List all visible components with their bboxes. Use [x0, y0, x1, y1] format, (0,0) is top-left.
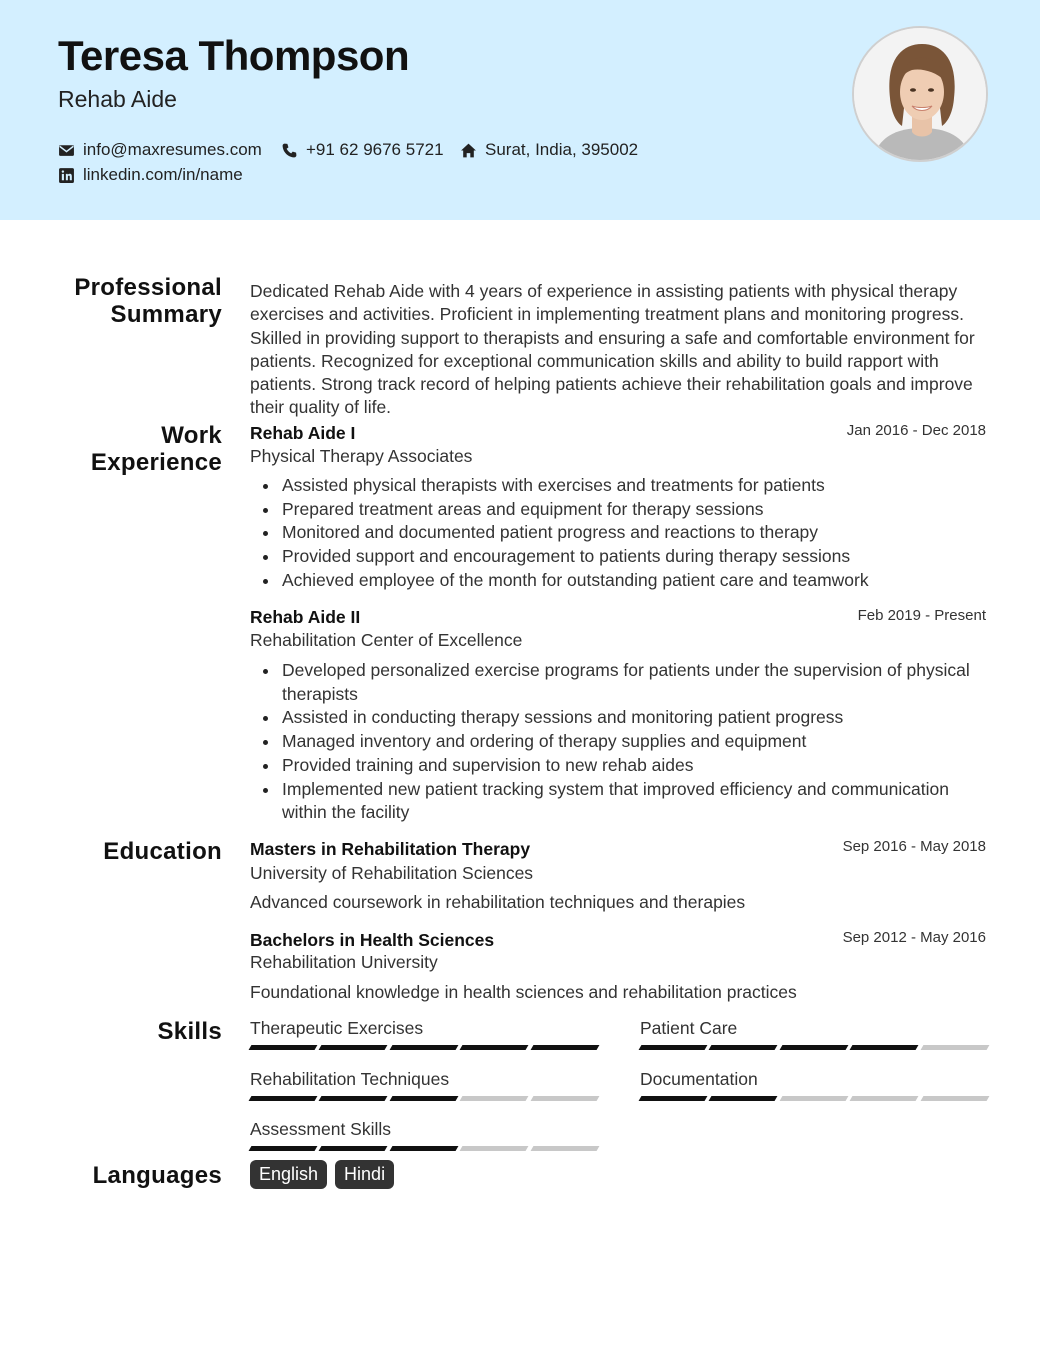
contact-phone[interactable]: [281, 140, 444, 160]
summary-heading-text: Professional Summary: [74, 274, 222, 328]
job-date: Jan 2016 - Dec 2018: [846, 422, 986, 439]
job-bullet: Managed inventory and ordering of therapy supplies and equipment: [250, 730, 970, 754]
skill-level-bar: [640, 1096, 988, 1101]
skill-segment-empty: [460, 1146, 529, 1151]
skill-item: [250, 1018, 598, 1050]
skill-segment-filled: [779, 1045, 848, 1050]
contact-location: [460, 140, 638, 160]
skill-segment-empty: [460, 1096, 529, 1101]
envelope-icon: [58, 142, 75, 159]
email-text: info@maxresumes.com: [83, 140, 262, 159]
skill-name: Therapeutic Exercises: [250, 1018, 424, 1038]
skill-segment-filled: [709, 1045, 778, 1050]
skill-segment-empty: [779, 1096, 848, 1101]
edu-date: Sep 2016 - May 2018: [842, 838, 986, 855]
skill-segment-empty: [920, 1045, 989, 1050]
job-bullet: Prepared treatment areas and equipment for therapy sessions: [250, 498, 990, 522]
job-title: Rehab Aide II: [250, 607, 361, 627]
skill-segment-empty: [530, 1146, 599, 1151]
home-icon: [460, 142, 477, 159]
job-bullet-list: [250, 474, 990, 593]
skill-name: Assessment Skills: [250, 1119, 392, 1139]
skill-level-bar: [250, 1096, 598, 1101]
job-bullet: Monitored and documented patient progress and reactions to therapy: [250, 521, 990, 545]
skill-segment-filled: [389, 1045, 458, 1050]
job-bullet: Assisted physical therapists with exercises and treatments for patients: [250, 474, 990, 498]
phone-icon: [281, 142, 298, 159]
skills-heading-text: Skills: [157, 1018, 222, 1045]
contact-email[interactable]: [58, 140, 262, 160]
edu-school: University of Rehabilitation Sciences: [250, 863, 534, 883]
job-bullet: Assisted in conducting therapy sessions and monitoring patient progress: [250, 706, 970, 730]
skill-segment-filled: [319, 1146, 388, 1151]
section-title-education: [103, 838, 222, 865]
skill-segment-empty: [920, 1096, 989, 1101]
edu-degree: Bachelors in Health Sciences: [250, 930, 495, 950]
job-bullet: Developed personalized exercise programs for patients under the supervision of physical therapists: [250, 659, 970, 706]
section-title-summary: [62, 274, 222, 328]
section-title-skills: [157, 1018, 222, 1045]
skill-segment-filled: [389, 1146, 458, 1151]
skill-level-bar: [250, 1146, 598, 1151]
section-title-work: [82, 422, 222, 476]
languages-heading-text: Languages: [92, 1162, 222, 1189]
skill-level-bar: [250, 1045, 598, 1050]
skill-segment-filled: [530, 1045, 599, 1050]
skill-segment-filled: [460, 1045, 529, 1050]
edu-description: Foundational knowledge in health sciences and rehabilitation practices: [250, 982, 797, 1002]
edu-school: Rehabilitation University: [250, 952, 438, 972]
job-bullet: Provided training and supervision to new rehab aides: [250, 754, 970, 778]
skill-segment-filled: [249, 1146, 318, 1151]
job-company: Physical Therapy Associates: [250, 446, 473, 466]
location-text: Surat, India, 395002: [485, 140, 639, 159]
header-banner: [0, 0, 1040, 220]
candidate-name: Teresa Thompson: [58, 32, 410, 79]
skill-segment-empty: [530, 1096, 599, 1101]
edu-description: Advanced coursework in rehabilitation techniques and therapies: [250, 892, 746, 912]
job-bullet: Implemented new patient tracking system that improved efficiency and communication within the facility: [250, 778, 970, 825]
skill-item: [250, 1069, 598, 1101]
job-company: Rehabilitation Center of Excellence: [250, 630, 523, 650]
job-title: Rehab Aide I: [250, 423, 356, 443]
job-date: Feb 2019 - Present: [857, 607, 986, 624]
skill-segment-filled: [319, 1045, 388, 1050]
summary-text: Dedicated Rehab Aide with 4 years of experience in assisting patients with physical therapy exercises and activities. Proficient in implementing treatment plans and monitoring progress. Skilled in providing support to therapists and ensuring a safe and comfortable environment for patients. Recognized for exceptional communication skills and ability to build rapport with patients. Strong track record of helping patients achieve their rehabilitation goals and improve their quality of life.: [250, 281, 975, 418]
section-title-languages: [93, 1162, 222, 1189]
skill-segment-filled: [639, 1045, 708, 1050]
job-bullet: Achieved employee of the month for outstanding patient care and teamwork: [250, 569, 990, 593]
job-bullet: Provided support and encouragement to patients during therapy sessions: [250, 545, 990, 569]
skill-segment-filled: [249, 1045, 318, 1050]
skill-level-bar: [640, 1045, 988, 1050]
skill-item: [640, 1018, 988, 1050]
language-badge: Hindi: [335, 1160, 394, 1189]
skill-name: Patient Care: [640, 1018, 738, 1038]
skill-name: Rehabilitation Techniques: [250, 1069, 450, 1089]
phone-text: +91 62 9676 5721: [306, 140, 444, 159]
candidate-title: Rehab Aide: [58, 86, 177, 112]
skill-segment-filled: [639, 1096, 708, 1101]
skill-segment-filled: [389, 1096, 458, 1101]
language-list: [250, 1160, 394, 1189]
skill-item: [250, 1119, 598, 1151]
skill-segment-filled: [709, 1096, 778, 1101]
skill-segment-empty: [850, 1096, 919, 1101]
work-heading-text: Work Experience: [90, 422, 222, 476]
contact-linkedin[interactable]: [58, 165, 243, 185]
skill-item: [640, 1069, 988, 1101]
language-badge: English: [250, 1160, 327, 1189]
linkedin-text: linkedin.com/in/name: [83, 165, 243, 184]
skill-segment-filled: [319, 1096, 388, 1101]
profile-photo: [852, 26, 988, 162]
linkedin-icon: [58, 167, 75, 184]
edu-degree: Masters in Rehabilitation Therapy: [250, 839, 531, 859]
job-bullet-list: [250, 659, 970, 825]
skill-segment-filled: [249, 1096, 318, 1101]
edu-date: Sep 2012 - May 2016: [842, 929, 986, 946]
education-heading-text: Education: [103, 838, 222, 865]
skill-segment-filled: [850, 1045, 919, 1050]
skill-name: Documentation: [640, 1069, 758, 1089]
